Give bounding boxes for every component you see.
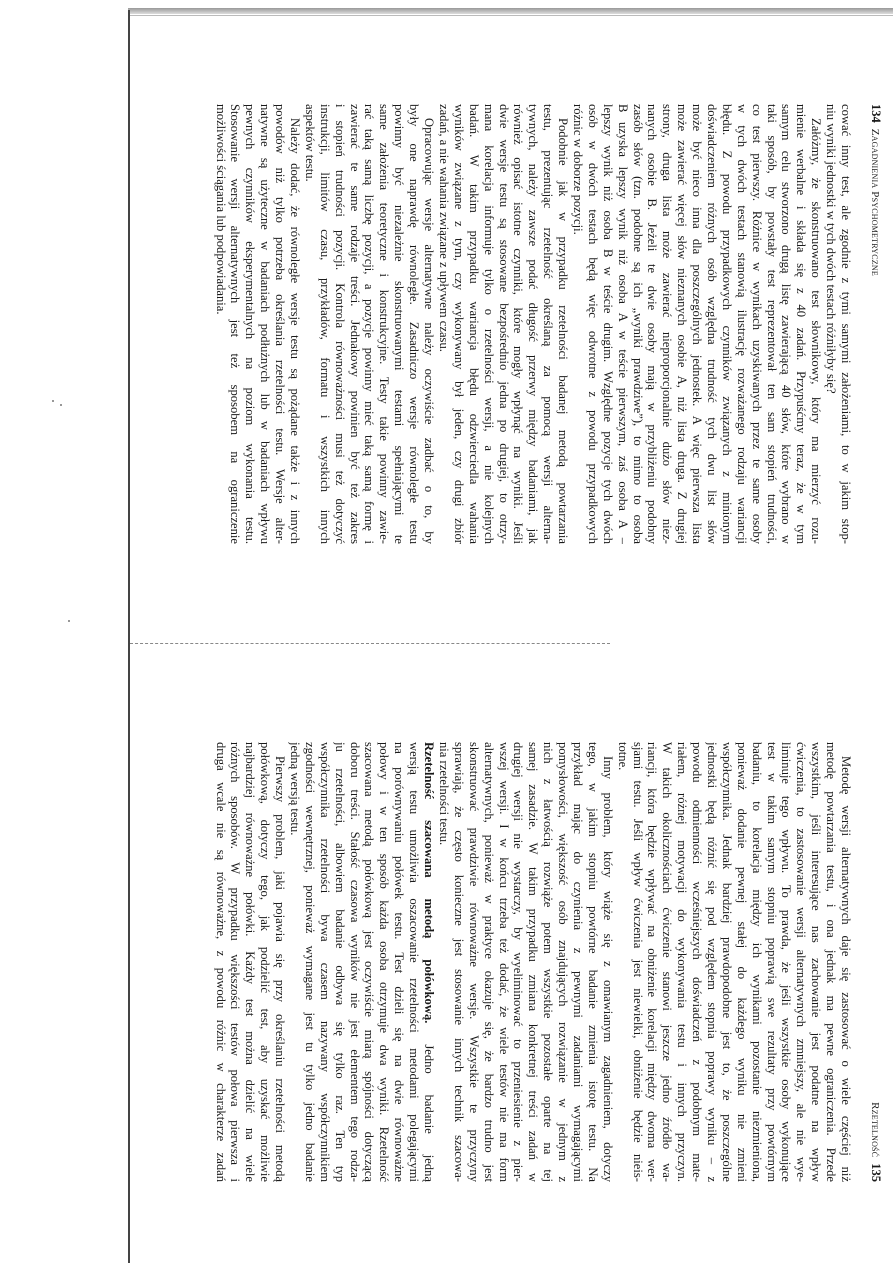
text-line-content: W takich okolicznościach ćwiczenie stanowi jeszcze jedno źródło wa-: [660, 742, 675, 1182]
text-line: [555, 104, 570, 544]
running-head: [853, 742, 885, 1182]
text-line: [615, 104, 630, 544]
text-line: [466, 104, 481, 544]
text-line-content: nich z łatwością rozwiąże potem wszystkie pozostałe oparte na tej: [541, 742, 556, 1182]
text-line-content: pewnych czynników eksperymentalnych na poziom wykonania testu.: [243, 104, 258, 544]
section-heading: Rzetelność szacowana metodą połówkową.: [422, 742, 437, 1024]
text-line: [823, 742, 838, 1182]
text-line: [585, 742, 600, 1182]
text-line: [287, 104, 302, 544]
text-line: [481, 104, 496, 544]
page-135-content: [205, 742, 885, 1182]
text-line: [257, 104, 272, 544]
text-line-content: różnic w doborze pozycji.: [570, 104, 585, 235]
text-line-content: doboru treści. Stałość czasowa wyników nie jest elementem tego rodza-: [347, 742, 362, 1182]
text-line-content: tego, w jakim stopniu powtórne badanie zmienia istotę testu. Na: [585, 742, 600, 1182]
text-line-content: na porównywaniu połówek testu. Test dzieli się na dwie równoważne: [392, 742, 407, 1182]
text-line-content: mana korelacja informuje tylko o rzetelności wersji, a nie kolejnych: [481, 104, 496, 544]
text-line-content: zawierać te same rodzaje treści. Jednakowy powinien być też zakres: [347, 104, 362, 544]
text-line-content: połówkową, dotyczy tego, jak podzielić test, aby uzyskać możliwie: [258, 742, 273, 1182]
text-line-content: również opisać istotne czynniki, które mogły wpłynąć na wyniki. Jeśli: [511, 104, 526, 544]
text-line: [436, 104, 451, 544]
text-line: [749, 104, 764, 544]
book-gutter: [130, 643, 610, 644]
text-line-content: jednostki będą różnić się pod względem stopnia poprawy wyniku – z: [704, 742, 719, 1182]
text-line: [838, 104, 853, 544]
text-line: [645, 104, 660, 544]
text-line-content: co test pierwszy. Różnice w wynikach uzyskiwanych przez te same osoby: [749, 104, 764, 544]
text-line-content: aspektów testu.: [302, 104, 317, 182]
text-line-content: lepszy wynik niż osoba B w teście drugim. Względne pozycje tych dwóch: [600, 104, 615, 544]
text-line-content: Załóżmy, że skonstruowano test słownikowy, który ma mierzyć rozu-: [809, 118, 824, 544]
text-line-content: przykład mając do czynienia z pewnymi zadaniami wymagającymi: [570, 742, 585, 1182]
text-line-content: współczynnika rzetelności bywa czasem nazywany współczynnikiem: [317, 742, 332, 1182]
text-line: [779, 742, 794, 1182]
text-line-content: riałem, różnej motywacji do wykonywania testu i innych przyczyn.: [675, 742, 690, 1182]
text-line: [406, 104, 421, 544]
text-line: [451, 104, 466, 544]
text-line-content: może zawierać więcej słów nieznanych osobie A, niż lista druga. Z drugiej: [675, 104, 690, 544]
text-line-content: jedną wersją testu.: [288, 742, 303, 836]
text-line: [302, 742, 317, 1182]
text-line: [511, 104, 526, 544]
text-line: [645, 742, 660, 1182]
text-line-content: może być nieco inna dla poszczególnych jednostek. A więc pierwsza lista: [690, 104, 705, 544]
text-line-content: pomysłowości, większość osób znajdujących rozwiązanie w jednym z: [556, 742, 571, 1182]
text-line-content: sjami testu. Jeśli wpływ ćwiczenia jest niewielki, obniżenie będzie nieis-: [630, 742, 645, 1182]
text-line: [689, 104, 704, 544]
text-line: [332, 104, 347, 544]
text-line-content: sprawiają, że często konieczne jest stosowanie innych technik szacowa-: [451, 742, 466, 1182]
text-line: [555, 742, 570, 1182]
text-line-content: połowy i w ten sposób każda osoba otrzymuje dwa wyniki. Rzetelność: [377, 742, 392, 1182]
text-line-content: test w takim samym stopniu poprawią swe rezultaty przy powtórnym: [764, 742, 779, 1182]
text-line: [228, 104, 243, 544]
text-line-content: ju rzetelności, albowiem badanie odbywa się tylko raz. Ten typ: [332, 742, 347, 1182]
text-line-content: i stopień trudności pozycji. Kontrola równoważności musi też dotyczyć: [332, 104, 347, 544]
text-line: [630, 104, 645, 544]
body-text: [213, 104, 853, 544]
text-line: [793, 742, 808, 1182]
page-number: 135: [869, 1163, 883, 1182]
text-line-content: doświadczeniem różnych osób względna trudność tych dwu list słów: [704, 104, 719, 544]
text-line-content: nanych osobie B. Jeżeli te dwie osoby mają w przybliżeniu podobny: [645, 104, 660, 544]
text-line: [228, 742, 243, 1182]
text-line-content: totne.: [615, 742, 630, 771]
text-line: [749, 742, 764, 1182]
scan-speck: [60, 404, 62, 406]
text-line-content: rać taką samą liczbę pozycji, a pozycje powinny mieć taką samą formę i: [362, 104, 377, 544]
text-line: [659, 104, 674, 544]
text-line: [406, 742, 421, 1182]
text-line: [838, 742, 853, 1182]
text-line: [540, 742, 555, 1182]
page-135: [205, 742, 885, 1182]
text-line-content: były one naprawdę równoległe. Zasadniczo wersje równoległe testu: [407, 104, 422, 544]
text-line: [272, 104, 287, 544]
text-line-content: metodę powtarzania testu, i ona jednak ma pewne ograniczenia. Przede: [824, 742, 839, 1182]
text-line: [689, 742, 704, 1182]
text-line: [466, 742, 481, 1182]
text-line: [421, 742, 436, 1182]
text-line-content: testu, prezentując rzetelność określaną za pomocą wersji alterna-: [541, 104, 556, 544]
scan-edge-left: [128, 10, 130, 1263]
text-line-content: Opracowując wersje alternatywne należy oczywiście zadbać o to, by: [422, 118, 437, 544]
text-line: [213, 104, 228, 544]
text-line-content: osób w dwóch testach będą więc odwrotne z powodu przypadkowych: [585, 104, 600, 544]
text-line-content: Pierwszy problem, jaki pojawia się przy określaniu rzetelności metodą: [273, 756, 288, 1182]
text-line: [391, 104, 406, 544]
text-line: [525, 104, 540, 544]
text-line: [719, 742, 734, 1182]
text-line: [332, 742, 347, 1182]
text-line-content: wszej wersji. I w końcu trzeba też dodać, że wiele testów nie ma form: [496, 742, 511, 1182]
text-line: [347, 742, 362, 1182]
text-line: [823, 104, 838, 544]
running-head-title: Rzetelność: [869, 1102, 881, 1158]
text-line: [362, 742, 377, 1182]
text-line-content: nia rzetelności testu.: [436, 742, 451, 846]
text-line: [242, 104, 257, 544]
running-head-title: Zagadnienia Psychometryczne: [869, 128, 881, 276]
text-line-content: badaniu, to korelacja między ich wynikami pozostanie niezmieniona,: [749, 742, 764, 1182]
text-line-content: Należy dodać, że równoległe wersje testu są pożądane także i z innych: [288, 118, 303, 544]
text-line: [362, 104, 377, 544]
text-line: [213, 742, 228, 1182]
text-line: [674, 104, 689, 544]
text-line: [585, 104, 600, 544]
text-line: [377, 104, 392, 544]
text-line-content: riancji, która będzie wpływać na obniżenie korelacji między dwoma wer-: [645, 742, 660, 1182]
text-line-content: wszystkim, jeśli interesujące nas zachowanie jest podatne na wpływ: [809, 742, 824, 1182]
text-line: [674, 742, 689, 1182]
text-line: [808, 104, 823, 544]
text-line-content: ćwiczenia, to zastosowanie wersji alternatywnych zmniejszy, ale nie wye-: [794, 742, 809, 1182]
text-line-content: błędu. Z powodu przypadkowych czynników związanych z minionym: [719, 104, 734, 544]
text-line-content: Podobnie jak w przypadku rzetelności badanej metodą powtarzania: [556, 118, 571, 544]
text-line-content: skonstruować prawdziwie równoważne wersje. Wszystkie te przyczyny: [466, 742, 481, 1182]
text-line-content: zgodności wewnętrznej, ponieważ wymagane jest tu tylko jedno badanie: [302, 742, 317, 1182]
text-line: [600, 742, 615, 1182]
text-line: [302, 104, 317, 544]
text-line-content: powodów niż tylko potrzeba określania rzetelności testu. Wersje alter-: [273, 104, 288, 544]
text-line: [734, 104, 749, 544]
text-line-content: Metodę wersji alternatywnych daje się zastosować o wiele częściej niż: [839, 756, 853, 1182]
text-line-content: Inny problem, który wiąże się z omawianym zagadnieniem, dotyczy: [600, 756, 615, 1182]
text-line: [779, 104, 794, 544]
text-line-content: współczynnika. Jednak bardziej prawdopodobne jest to, że poszczególne: [719, 742, 734, 1182]
page-134: [205, 104, 885, 544]
text-line: [764, 104, 779, 544]
text-line: [615, 742, 630, 1182]
text-line-content: wersją testu umożliwia oszacowanie rzetelności metodami polegającymi: [407, 742, 422, 1182]
text-line: [719, 104, 734, 544]
text-line: [540, 104, 555, 544]
text-line: [391, 742, 406, 1182]
text-line: [511, 742, 526, 1182]
text-line-content: cować inny test, ale zgodnie z tymi samymi założeniami, to w jakim stop-: [839, 104, 853, 544]
text-line: [481, 742, 496, 1182]
text-line: [347, 104, 362, 544]
text-line-content: różnych sposobów. W przypadku większości testów połowa pierwsza i: [228, 742, 243, 1182]
text-line: [704, 742, 719, 1182]
text-line: [421, 104, 436, 544]
text-line: [570, 104, 585, 544]
page-number: 134: [869, 104, 883, 123]
text-line: [704, 104, 719, 544]
text-line: [496, 104, 511, 544]
text-line-content: natywne są użyteczne w badaniach podłużnych lub w badaniach wpływu: [258, 104, 273, 544]
text-line: [659, 742, 674, 1182]
text-line: [600, 104, 615, 544]
text-line: [257, 742, 272, 1182]
text-line: [287, 742, 302, 1182]
text-line: [272, 742, 287, 1182]
text-line-content: dwie wersje testu są stosowane bezpośrednio jedna po drugiej, to otrzy-: [496, 104, 511, 544]
text-line-content: same założenia teoretyczne i konstrukcyjne. Testy takie powinny zawie-: [377, 104, 392, 544]
text-line-content: powodu odmienności wcześniejszych doświadczeń z podobnym mate-: [690, 742, 705, 1182]
text-line-content: Jedno badanie jedną: [422, 1023, 437, 1182]
text-line-content: samym celu stworzono drugą listę zawierającą 40 słów, które wybrano w: [779, 104, 794, 544]
text-line: [317, 742, 332, 1182]
text-line: [808, 742, 823, 1182]
text-line-content: liminuje tego wpływu. To prawda, że jeśli wszystkie osoby wykonujące: [779, 742, 794, 1182]
text-line-content: najbardziej równoważne połówki. Każdy test można dzielić na wiele: [243, 742, 258, 1182]
text-line: [570, 742, 585, 1182]
text-line: [525, 742, 540, 1182]
text-line-content: alternatywnych, ponieważ w praktyce okazuje się, że bardzo trudno jest: [481, 742, 496, 1182]
text-line-content: możliwości ściągania lub podpowiadania.: [213, 104, 228, 315]
text-line-content: samej zasadzie. W takim przypadku zmiana konkretnej treści zadań w: [526, 742, 541, 1182]
text-line-content: Stosowanie wersji alternatywnych jest też sposobem na ograniczenie: [228, 104, 243, 544]
scan-speck: [52, 400, 54, 402]
text-line: [496, 742, 511, 1182]
body-text: [213, 742, 853, 1182]
text-line-content: szacowana metodą połówkową jest oczywiście miarą spójności dotyczącą: [362, 742, 377, 1182]
text-line-content: ponieważ dodanie pewnej stałej do każdego wyniku nie zmieni: [734, 742, 749, 1182]
text-line-content: niu wyniki jednostki w tych dwóch testach różniłyby się?: [824, 104, 839, 394]
text-line-content: B uzyska lepszy wynik niż osoba A w teście pierwszym, zaś osoba A –: [615, 104, 630, 544]
text-line-content: badań. W takim przypadku wariancja błędu odzwierciedla wahania: [466, 104, 481, 544]
text-line: [630, 742, 645, 1182]
text-line: [451, 742, 466, 1182]
text-line-content: drugiej wersji nie wystarczy, by wyeliminować to przeniesienie z pier-: [511, 742, 526, 1182]
text-line: [734, 742, 749, 1182]
text-line-content: strony, druga lista może zawierać nieproporcjonalnie dużo słów niez-: [660, 104, 675, 544]
text-line: [242, 742, 257, 1182]
text-line-content: wyników związane z tym, czy wykonywany był jeden, czy drugi zbiór: [451, 104, 466, 544]
text-line-content: w tych dwóch testach stanowią ilustrację rozważanego rodzaju wariancji: [734, 104, 749, 544]
text-line-content: mienie werbalne i składa się z 40 zadań. Przypuśćmy teraz, że w tym: [794, 104, 809, 544]
text-line-content: tywnych, należy zawsze podać długość przerwy między badaniami, jak: [526, 104, 541, 544]
page-134-content: [205, 104, 885, 544]
scan-edge-top-line: [128, 15, 893, 16]
text-line: [436, 742, 451, 1182]
text-line-content: taki sposób, by powstały test reprezentował ten sam stopień trudności,: [764, 104, 779, 544]
text-line-content: zasób słów (tzn. podobne są ich „wyniki prawdziwe”), to mimo to osoba: [630, 104, 645, 544]
scan-speck: [68, 620, 70, 622]
scan-edge-top: [128, 8, 893, 14]
text-line-content: zadań, a nie wahania związane z upływem czasu.: [436, 104, 451, 352]
text-line-content: powinny być niezależnie skonstruowanymi testami spełniającymi te: [392, 104, 407, 544]
text-line-content: druga wcale nie są równoważne, z powodu różnic w charakterze zadań: [213, 742, 228, 1182]
text-line: [317, 104, 332, 544]
text-line: [377, 742, 392, 1182]
text-line-content: instrukcji, limitów czasu, przykładów, formatu i wszystkich innych: [317, 104, 332, 544]
text-line: [793, 104, 808, 544]
running-head: [853, 104, 885, 544]
text-line: [764, 742, 779, 1182]
